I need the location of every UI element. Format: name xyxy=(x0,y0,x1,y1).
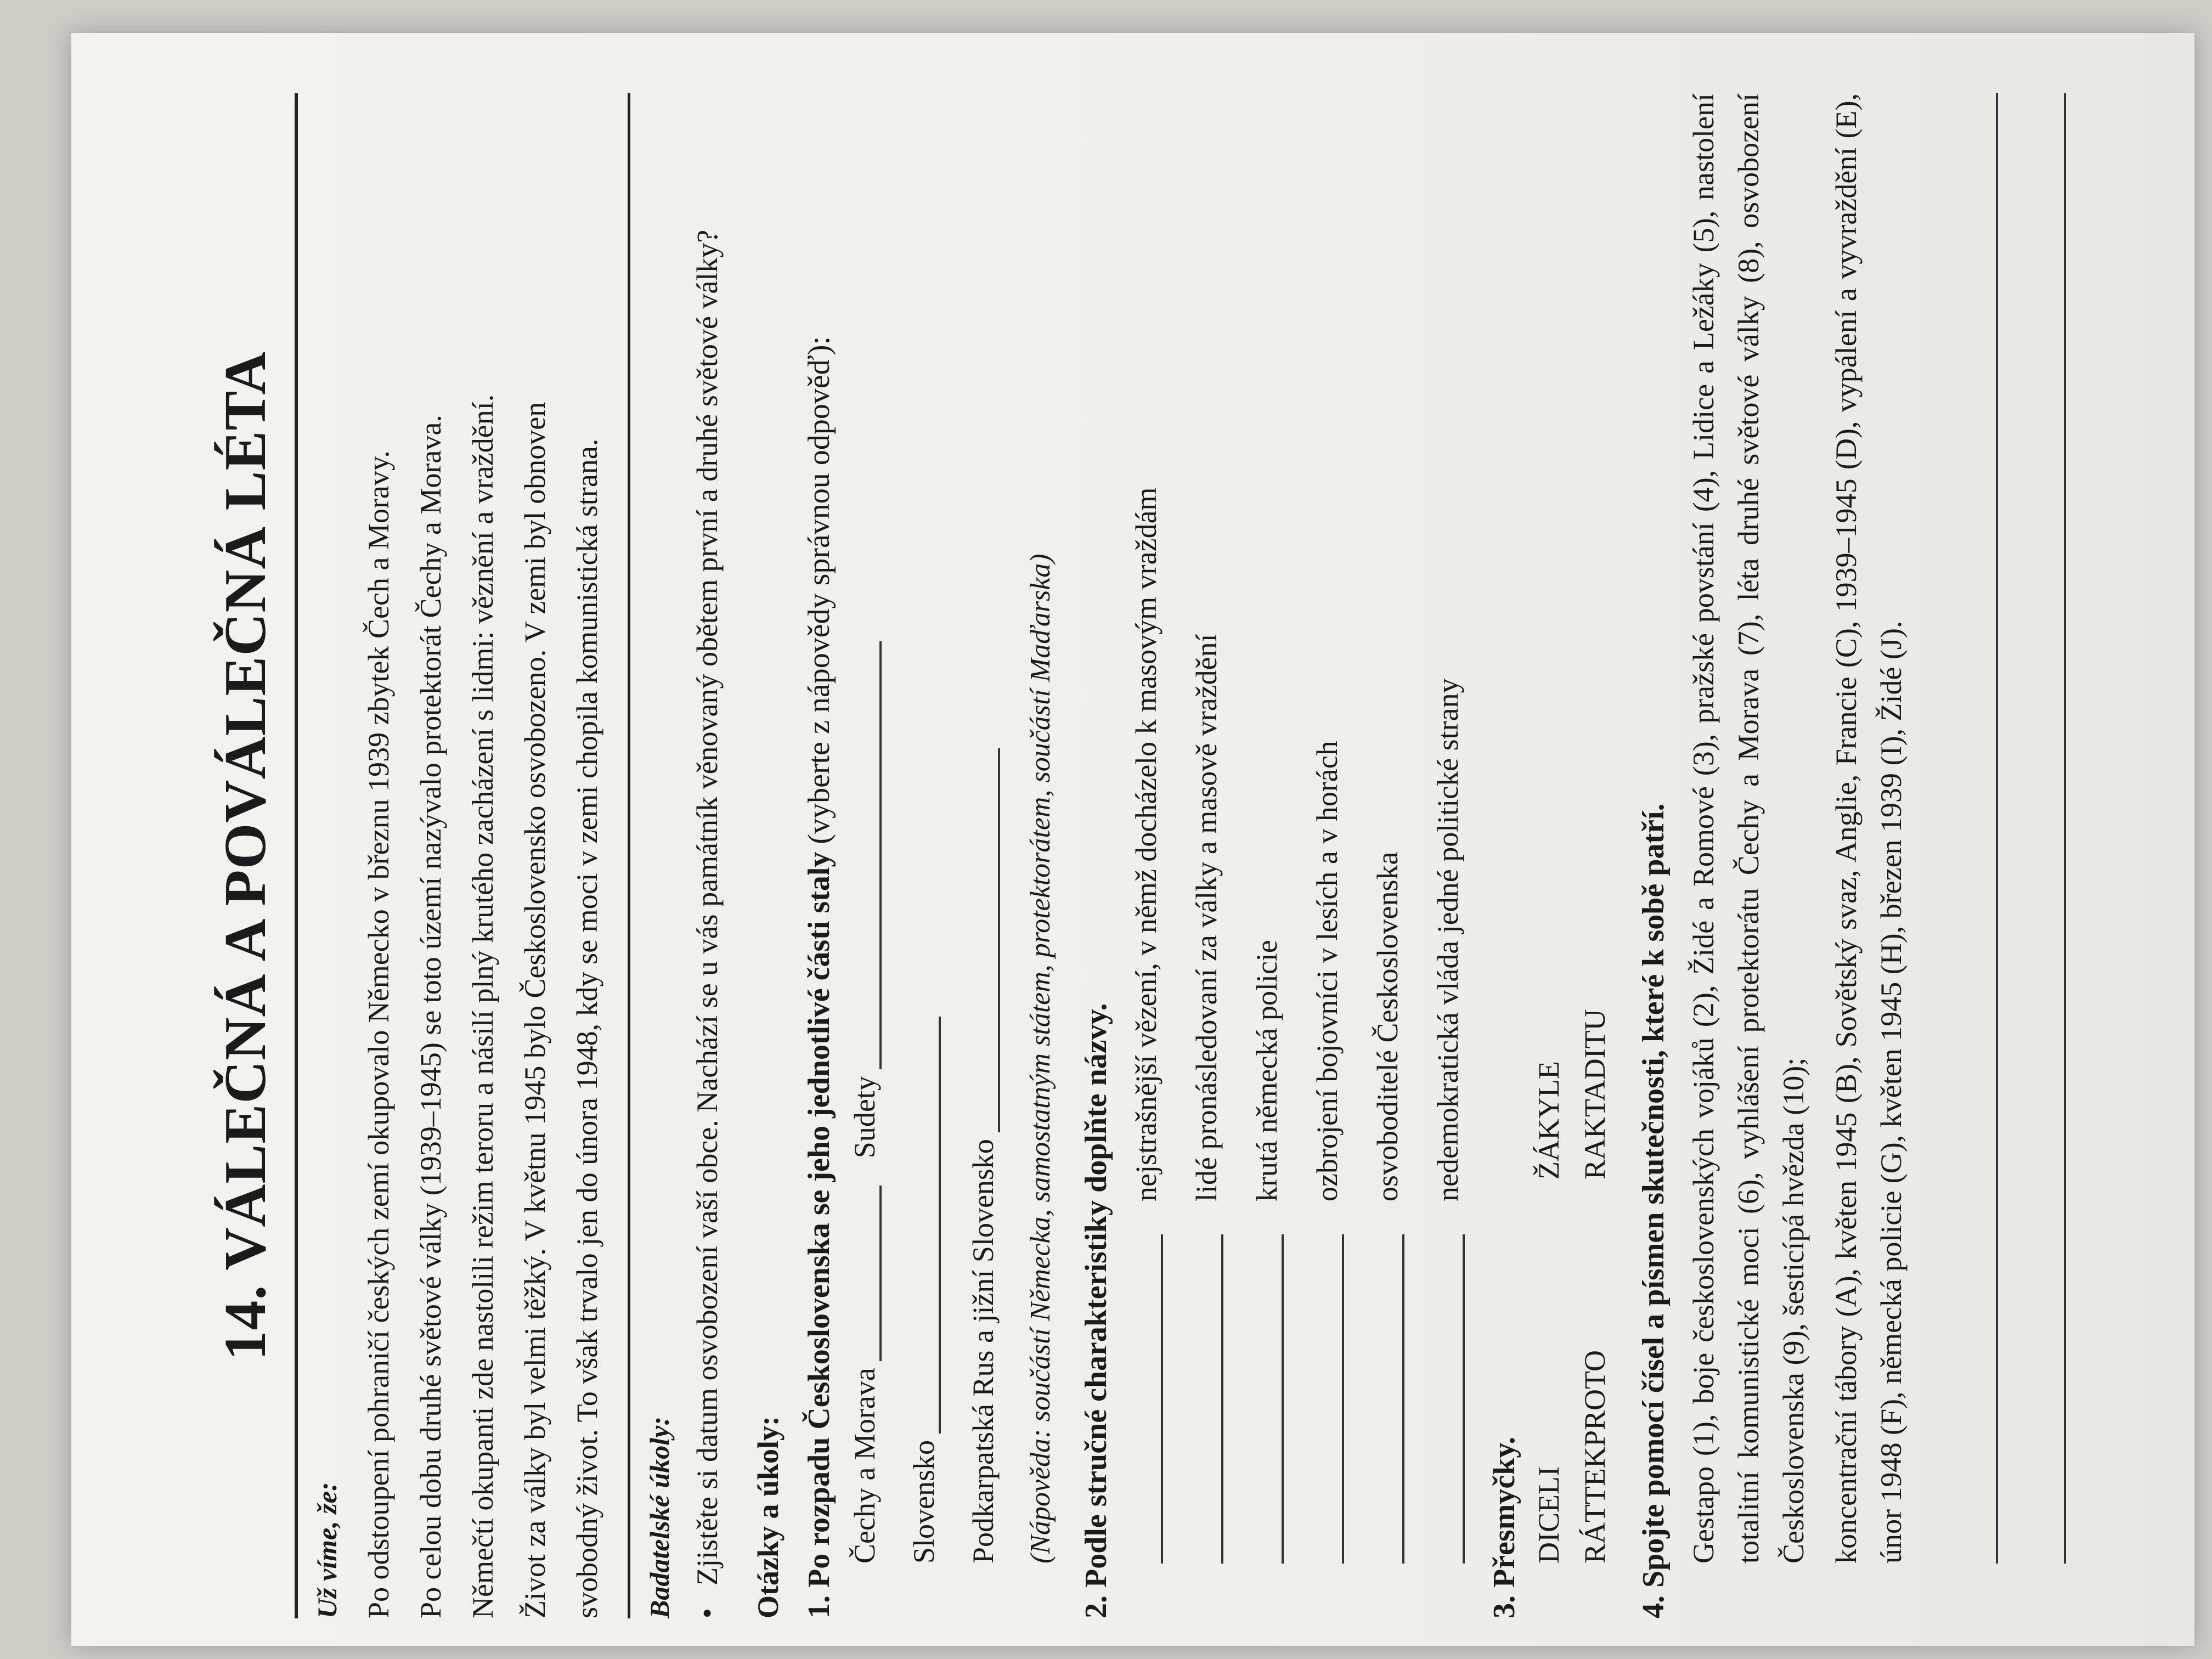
intro-divider xyxy=(628,93,630,1618)
intro-line: Němečtí okupanti zde nastolili režim teroru a násilí plný krutého zacházení s lidmi: věznění a vraždění. xyxy=(466,394,499,1618)
answer-row xyxy=(965,93,1000,1564)
intro-text xyxy=(353,93,613,1618)
characteristic-row xyxy=(1305,93,1344,1564)
anagram-word: RÁTTEKPROTO xyxy=(1578,1350,1611,1564)
question-number: 4. xyxy=(1637,1595,1671,1618)
question-number: 3. xyxy=(1487,1595,1521,1618)
bullet-icon: • xyxy=(691,1608,724,1618)
question-3-title: Přesmyčky. xyxy=(1487,1436,1521,1588)
research-label: Badatelské úkoly: xyxy=(644,1416,675,1618)
anagram-row xyxy=(1532,93,1566,1564)
answer-blank[interactable] xyxy=(1129,1234,1163,1564)
answer-blank[interactable] xyxy=(1250,1234,1284,1564)
answer-blank[interactable] xyxy=(1431,1234,1465,1564)
answer-blank[interactable] xyxy=(965,748,1000,1132)
answer-label-sudety: Sudety xyxy=(848,1076,881,1159)
question-2-title: Podle stručné charakteristiky doplňte názvy. xyxy=(1079,1003,1113,1588)
title-divider xyxy=(295,93,298,1618)
answer-label: Čechy a Morava xyxy=(848,1368,881,1564)
characteristic-text: osvoboditelé Československa xyxy=(1371,851,1404,1201)
answer-line[interactable] xyxy=(1996,93,1998,1564)
characteristic-row xyxy=(1244,93,1284,1564)
characteristic-row xyxy=(1365,93,1404,1564)
question-4 xyxy=(1636,93,1671,1618)
intro-line: Po odstoupení pohraničí českých zemí okupovalo Německo v březnu 1939 zbytek Čech a Moravy. xyxy=(362,450,395,1618)
intro-line: svobodný život. To však trvalo jen do února 1948, kdy se moci v zemi chopila komunistická strana. xyxy=(571,438,603,1618)
page-title: 14. VÁLEČNÁ A POVÁLEČNÁ LÉTA xyxy=(213,351,278,1361)
characteristic-text: nedemokratická vláda jedné politické strany xyxy=(1431,678,1464,1201)
characteristic-text: nejstrašnější vězení, v němž docházelo k masovým vraždám xyxy=(1130,487,1163,1201)
question-number: 2. xyxy=(1079,1595,1113,1618)
intro-line: Po celou dobu druhé světové války (1939–1945) se toto území nazývalo protektorát Čechy a Morava. xyxy=(414,415,447,1618)
research-task xyxy=(685,93,729,1618)
intro-line: Život za války byl velmi těžký. V květnu 1945 bylo Československo osvobozeno. V zemi byl obnoven xyxy=(518,402,551,1618)
worksheet-content xyxy=(198,77,2205,1657)
anagram-row xyxy=(1578,93,1612,1564)
intro-label: Už víme, že: xyxy=(312,1482,342,1618)
question-4-title: Spojte pomocí čísel a písmen skutečnosti, které k sobě patří. xyxy=(1637,803,1671,1588)
answer-blank[interactable] xyxy=(906,1017,941,1434)
anagram-word: ŽÁKYLE xyxy=(1532,1061,1565,1180)
question-4-items: Gestapo (1), boje československých vojáků (2), Židé a Romové (3), pražské povstání (4), Lidice a Ležáky (5), nastolení totalitní komunistické moci (6), vyhlášení protektorátu Čechy a Morava (7), léta druhé světové války (8), osvobození Československa (9), šesticípá hvězda (10); xyxy=(1687,93,1810,1564)
question-3 xyxy=(1487,93,1522,1618)
question-number: 1. xyxy=(802,1595,836,1618)
characteristic-row xyxy=(1184,93,1223,1564)
questions-heading: Otázky a úkoly: xyxy=(752,1415,785,1618)
characteristic-text: ozbrojení bojovníci v lesích a v horách xyxy=(1311,741,1344,1201)
answer-blank[interactable] xyxy=(1310,1234,1344,1564)
anagram-word: DICELI xyxy=(1532,1466,1565,1564)
question-1-title: Po rozpadu Československa se jeho jednotlivé části staly xyxy=(802,851,836,1588)
question-2 xyxy=(1079,93,1114,1618)
answer-blank[interactable] xyxy=(847,1186,882,1361)
answer-blank[interactable] xyxy=(1189,1234,1223,1564)
worksheet-page xyxy=(71,33,2194,1646)
question-1-instruction: (vyberte z nápovědy správnou odpověď): xyxy=(802,336,836,844)
answer-label: Podkarpatská Rus a jižní Slovensko xyxy=(967,1139,1000,1564)
characteristic-text: lidé pronásledovaní za války a masově vraždění xyxy=(1190,634,1223,1201)
characteristic-row xyxy=(1425,93,1465,1564)
anagram-word: RAKTADITU xyxy=(1578,1009,1611,1180)
question-1-hint: (Nápověda: součástí Německa, samostatným státem, protektorátem, součástí Maďarska) xyxy=(1025,554,1056,1564)
answer-label: Slovensko xyxy=(907,1440,940,1564)
research-text: Zjistěte si datum osvobození vaší obce. Nachází se u vás památník věnovaný obětem první a druhé světové války? xyxy=(691,229,724,1585)
answer-blank[interactable] xyxy=(847,641,882,1069)
answer-row xyxy=(847,93,882,1564)
characteristic-text: krutá německá policie xyxy=(1250,940,1283,1201)
answer-line[interactable] xyxy=(2064,93,2066,1564)
characteristic-row xyxy=(1124,93,1163,1564)
question-4-options: koncentrační tábory (A), květen 1945 (B), Sovětský svaz, Anglie, Francie (C), 1939–1945 (D), vypálení a vyvraždění (E), únor 1948 (F), německá policie (G), květen 1945 (H), březen 1939 (I), Židé (J). xyxy=(1830,93,1908,1564)
question-1 xyxy=(802,93,837,1618)
answer-row xyxy=(906,93,941,1564)
answer-blank[interactable] xyxy=(1370,1234,1404,1564)
